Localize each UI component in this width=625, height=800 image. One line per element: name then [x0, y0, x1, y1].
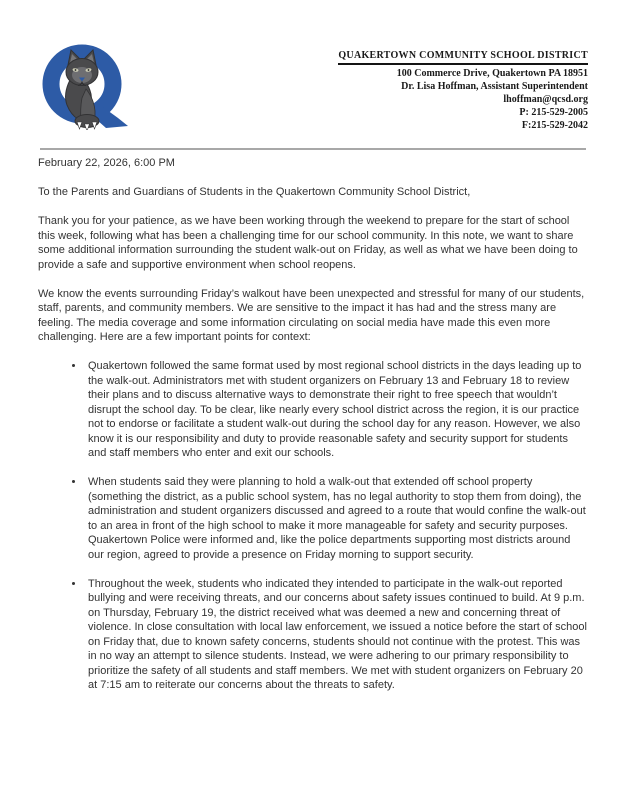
- contact-phone: P: 215-529-2005: [519, 107, 588, 118]
- list-item: • When students said they were planning to hold a walk-out that extended off school property (something the district, as a public school system, has no legal authority to stop them from doing), the administration and student organizers discussed and agreed to a route that would confine the walk-out to an area in front of the high school to make it more manageable for safety and security purposes. Quakertown Police were informed and, like the police departments supporting most districts around our region, agreed to provide a presence on Friday morning to support security.: [85, 475, 588, 562]
- contact-email: lhoffman@qcsd.org: [503, 94, 588, 105]
- letterhead: [338, 45, 588, 132]
- contact-name: Dr. Lisa Hoffman, Assistant Superintendent: [401, 81, 588, 92]
- salutation: To the Parents and Guardians of Students in the Quakertown Community School District,: [38, 186, 471, 198]
- header-divider: [40, 148, 586, 150]
- date-line: February 22, 2026, 6:00 PM: [38, 157, 175, 169]
- list-item: • Quakertown followed the same format used by most regional school districts in the days leading up to the walk-out. Administrators met with student organizers on February 13 and February 18 to review their plans and to discuss alternative ways to demonstrate their right to free speech that wouldn’t disrupt the school day. To be clear, like nearly every school district across the region, it is our practice not to endorse or facilitate a student walk-out during the school day for any reason. However, we also know it is our responsibility and duty to provide reasonable safety and security support for students and staff members who enter and exit our schools.: [85, 359, 588, 461]
- paragraph-context: We know the events surrounding Friday’s walkout have been unexpected and stressful for many of our students, staff, parents, and community members. We are sensitive to the impact it has had and the stress many are feeling. The media coverage and some information circulating on social media have made this even more challenging. Here are a few important points for context:: [38, 287, 585, 343]
- panther-q-icon: [38, 42, 134, 130]
- district-name: QUAKERTOWN COMMUNITY SCHOOL DISTRICT: [338, 50, 588, 65]
- paragraph-intro: Thank you for your patience, as we have been working through the weekend to prepare for the start of school this week, following what has been a challenging time for our school community. In this note, we want to share some additional information surrounding the student walk-out on Friday, as well as what we have been doing to provide a safe and supportive environment when school reopens.: [38, 215, 578, 271]
- district-address: 100 Commerce Drive, Quakertown PA 18951: [396, 68, 588, 79]
- letter-body: [38, 156, 588, 693]
- contact-fax: F:215-529-2042: [521, 120, 588, 131]
- district-logo: [38, 42, 134, 130]
- context-points-list: [38, 359, 588, 693]
- list-item: • Throughout the week, students who indicated they intended to participate in the walk-out reported bullying and were receiving threats, and our concerns about safety issues continued to build. At 9 p.m. on Thursday, February 19, the district received what was deemed a new and concerning threat of violence. In close consultation with local law enforcement, we issued a notice before the start of school on Friday that, due to known safety concerns, students should not continue with the protest. This was in no way an attempt to silence students. Instead, we were adhering to our primary responsibility to prioritize the safety of all students and staff members. We met with student organizers on February 20 at 7:15 am to reiterate our concerns about the threats to safety.: [85, 577, 588, 693]
